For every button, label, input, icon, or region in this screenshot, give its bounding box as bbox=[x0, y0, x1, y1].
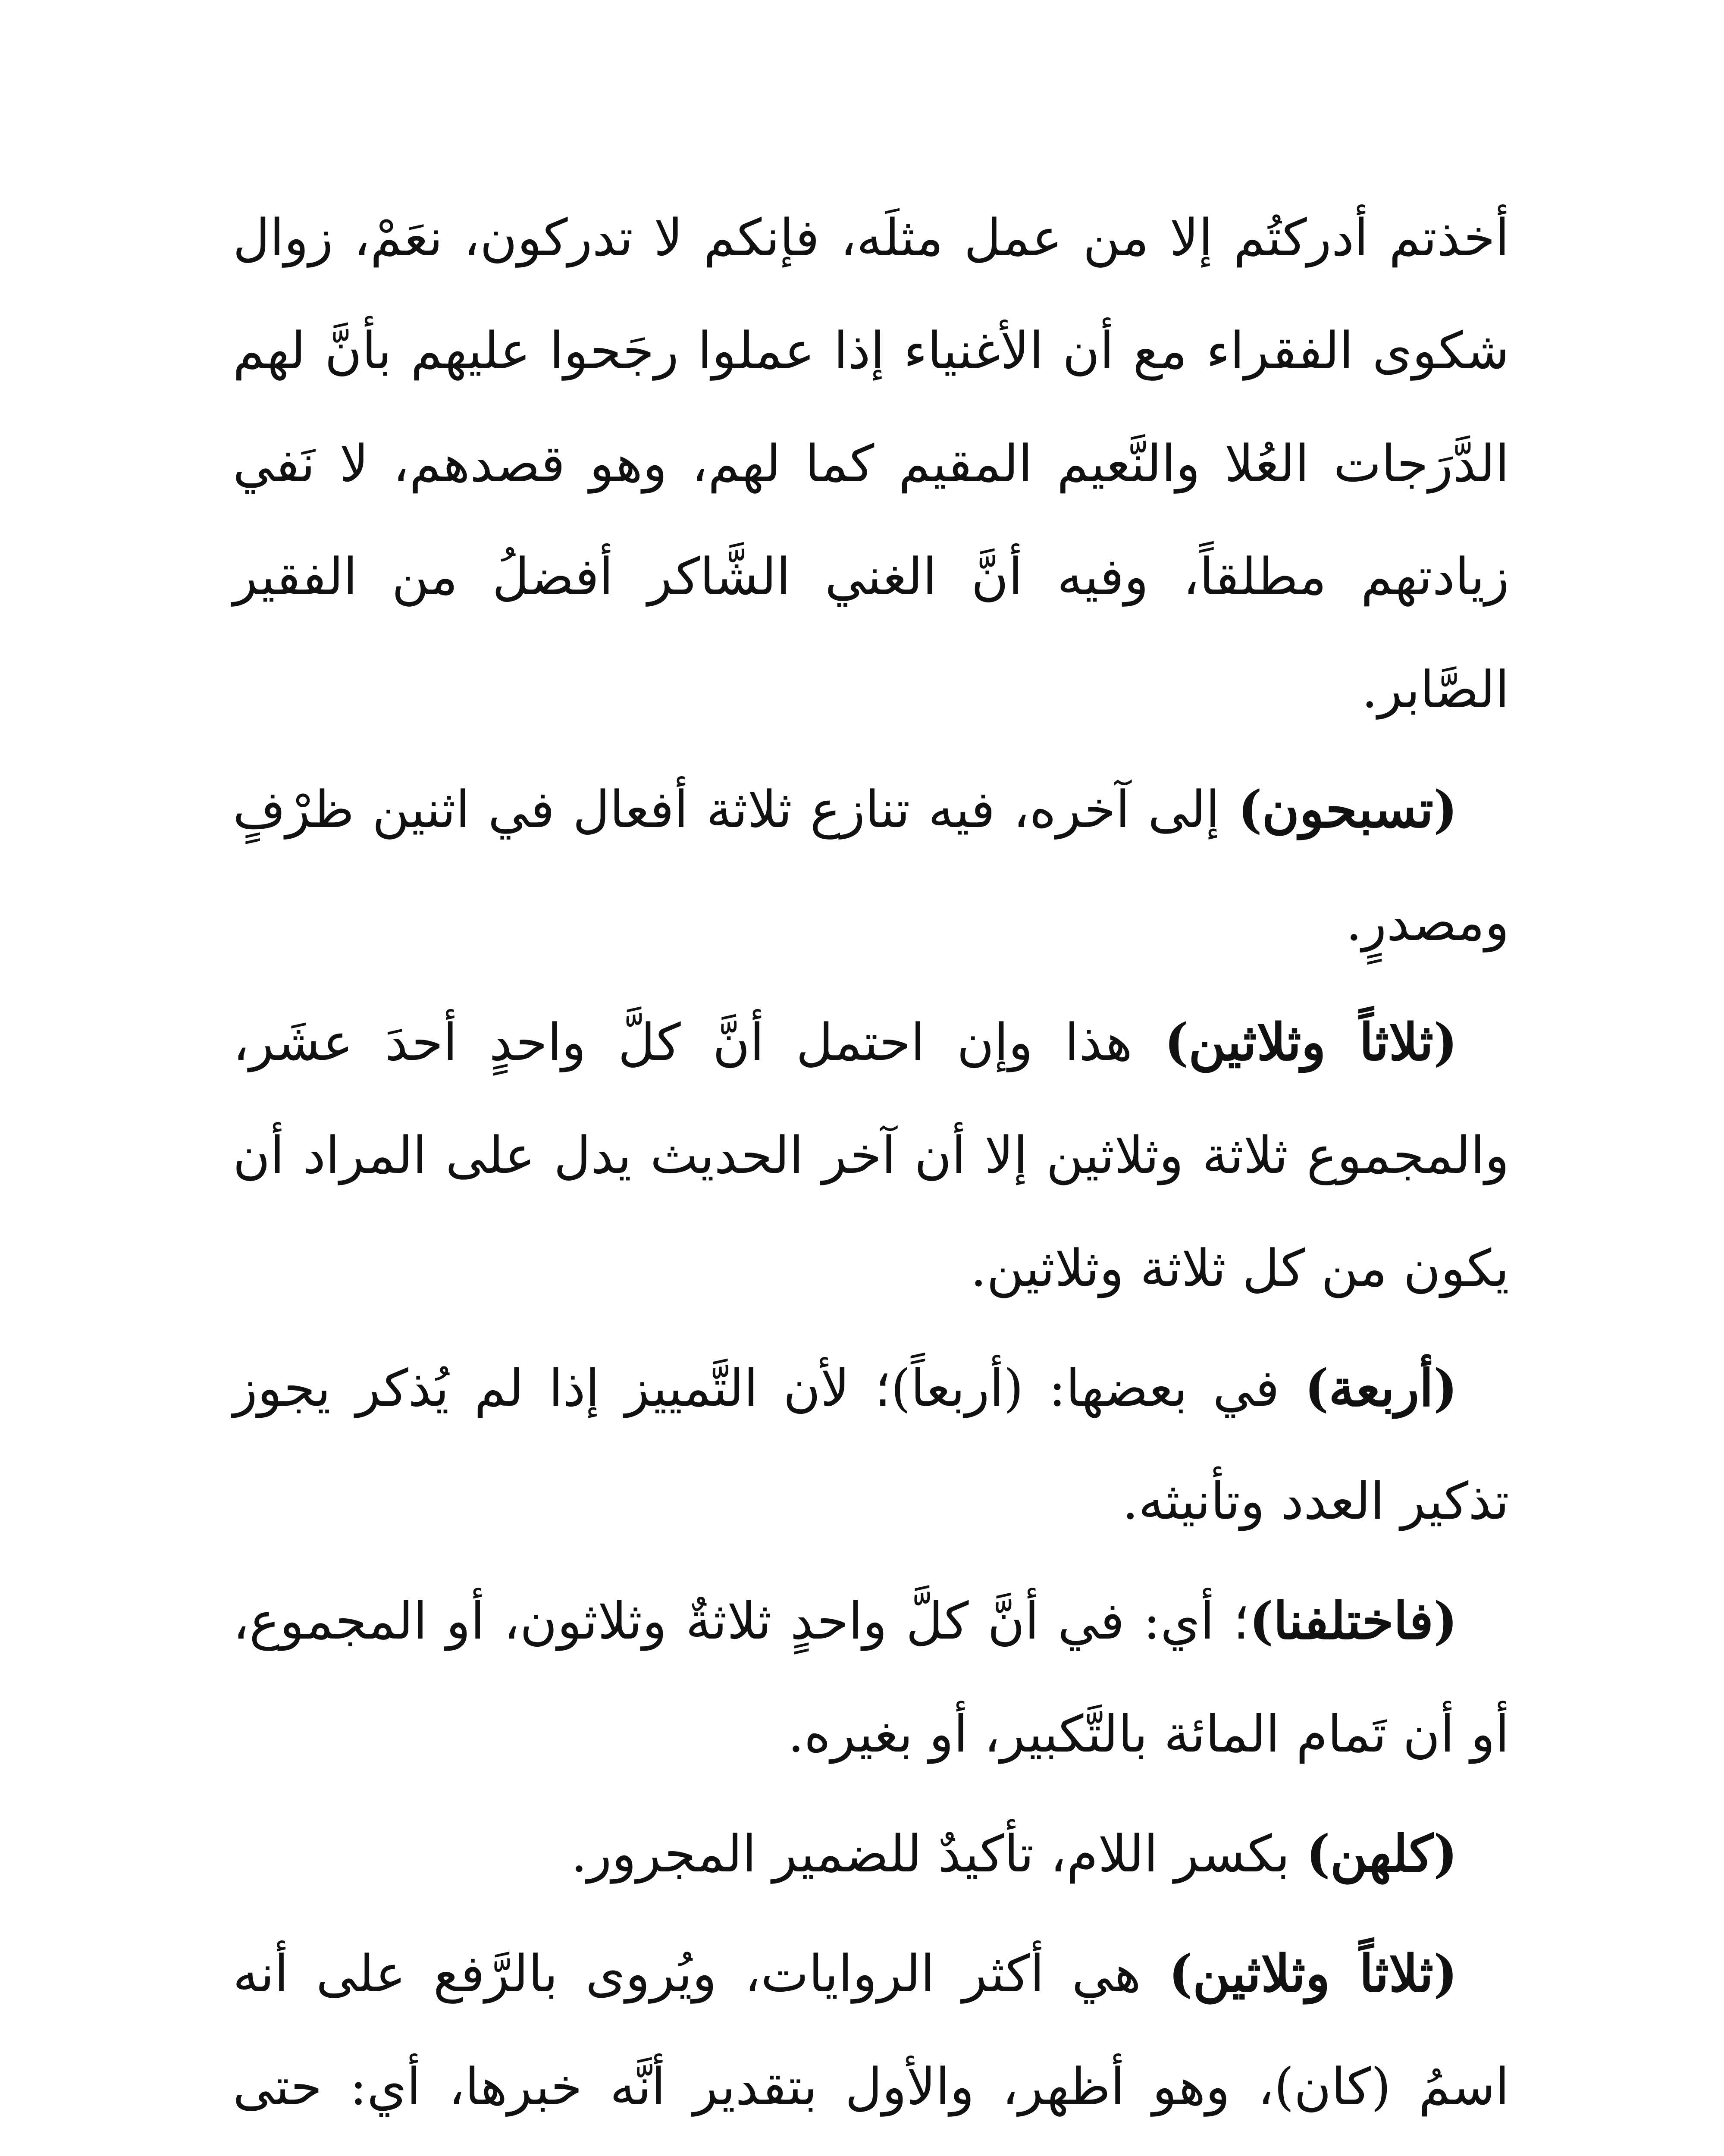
lemma: (فاختلفنا) bbox=[1249, 1591, 1458, 1651]
paragraph-text: إلى آخره، فيه تنازع ثلاثة أفعال في اثنين ظرْفٍ ومصدرٍ. bbox=[233, 780, 1509, 952]
paragraph-text: هذا وإن احتمل أنَّ كلَّ واحدٍ أحدَ عشَر، والمجموع ثلاثة وثلاثين إلا أن آخر الحديث يدل على المراد أن يكون من كل ثلاثة وثلاثين. bbox=[233, 1012, 1509, 1298]
paragraph-text: بكسر اللام، تأكيدٌ للضمير المجرور. bbox=[571, 1824, 1306, 1883]
lemma: (أربعة) bbox=[1304, 1358, 1458, 1418]
paragraph-1 bbox=[233, 181, 1509, 746]
paragraph-text: ؛ أي: في أنَّ كلَّ واحدٍ ثلاثةٌ وثلاثون، أو المجموع، أو أن تَمام المائة بالتَّكبير، أو بغيره. bbox=[233, 1591, 1509, 1764]
paragraph-6 bbox=[233, 1797, 1509, 1910]
paragraph-text: أخذتم أدركتُم إلا من عمل مثلَه، فإنكم لا تدركون، نعَمْ، زوال شكوى الفقراء مع أن الأغنياء إذا عملوا رجَحوا عليهم بأنَّ لهم الدَّرَجات العُلا والنَّعيم المقيم كما لهم، وهو قصدهم، لا نَفي زيادتهم مطلقاً، وفيه أنَّ الغني الشَّاكر أفضلُ من الفقير الصَّابر. bbox=[233, 208, 1509, 719]
lemma: (تسبحون) bbox=[1238, 779, 1458, 839]
lemma: (كلهن) bbox=[1306, 1824, 1458, 1883]
lemma: (ثلاثاً وثلاثين) bbox=[1169, 1943, 1458, 2003]
commentary-text bbox=[233, 181, 1509, 2156]
paragraph-7 bbox=[233, 1917, 1509, 2156]
paragraph-2 bbox=[233, 753, 1509, 979]
paragraph-text: هي أكثر الروايات، ويُروى بالرَّفع على أنه اسمُ (كان)، وهو أظهر، والأول بتقدير أنَّه خبرها، أي: حتى bbox=[233, 1944, 1509, 2116]
paragraph-4 bbox=[233, 1332, 1509, 1557]
paragraph-5 bbox=[233, 1564, 1509, 1790]
paragraph-text: في بعضها: (أربعاً)؛ لأن التَّمييز إذا لم يُذكر يجوز تذكير العدد وتأنيثه. bbox=[233, 1358, 1509, 1531]
paragraph-3 bbox=[233, 986, 1509, 1325]
lemma: (ثلاثاً وثلاثين) bbox=[1164, 1012, 1458, 1072]
